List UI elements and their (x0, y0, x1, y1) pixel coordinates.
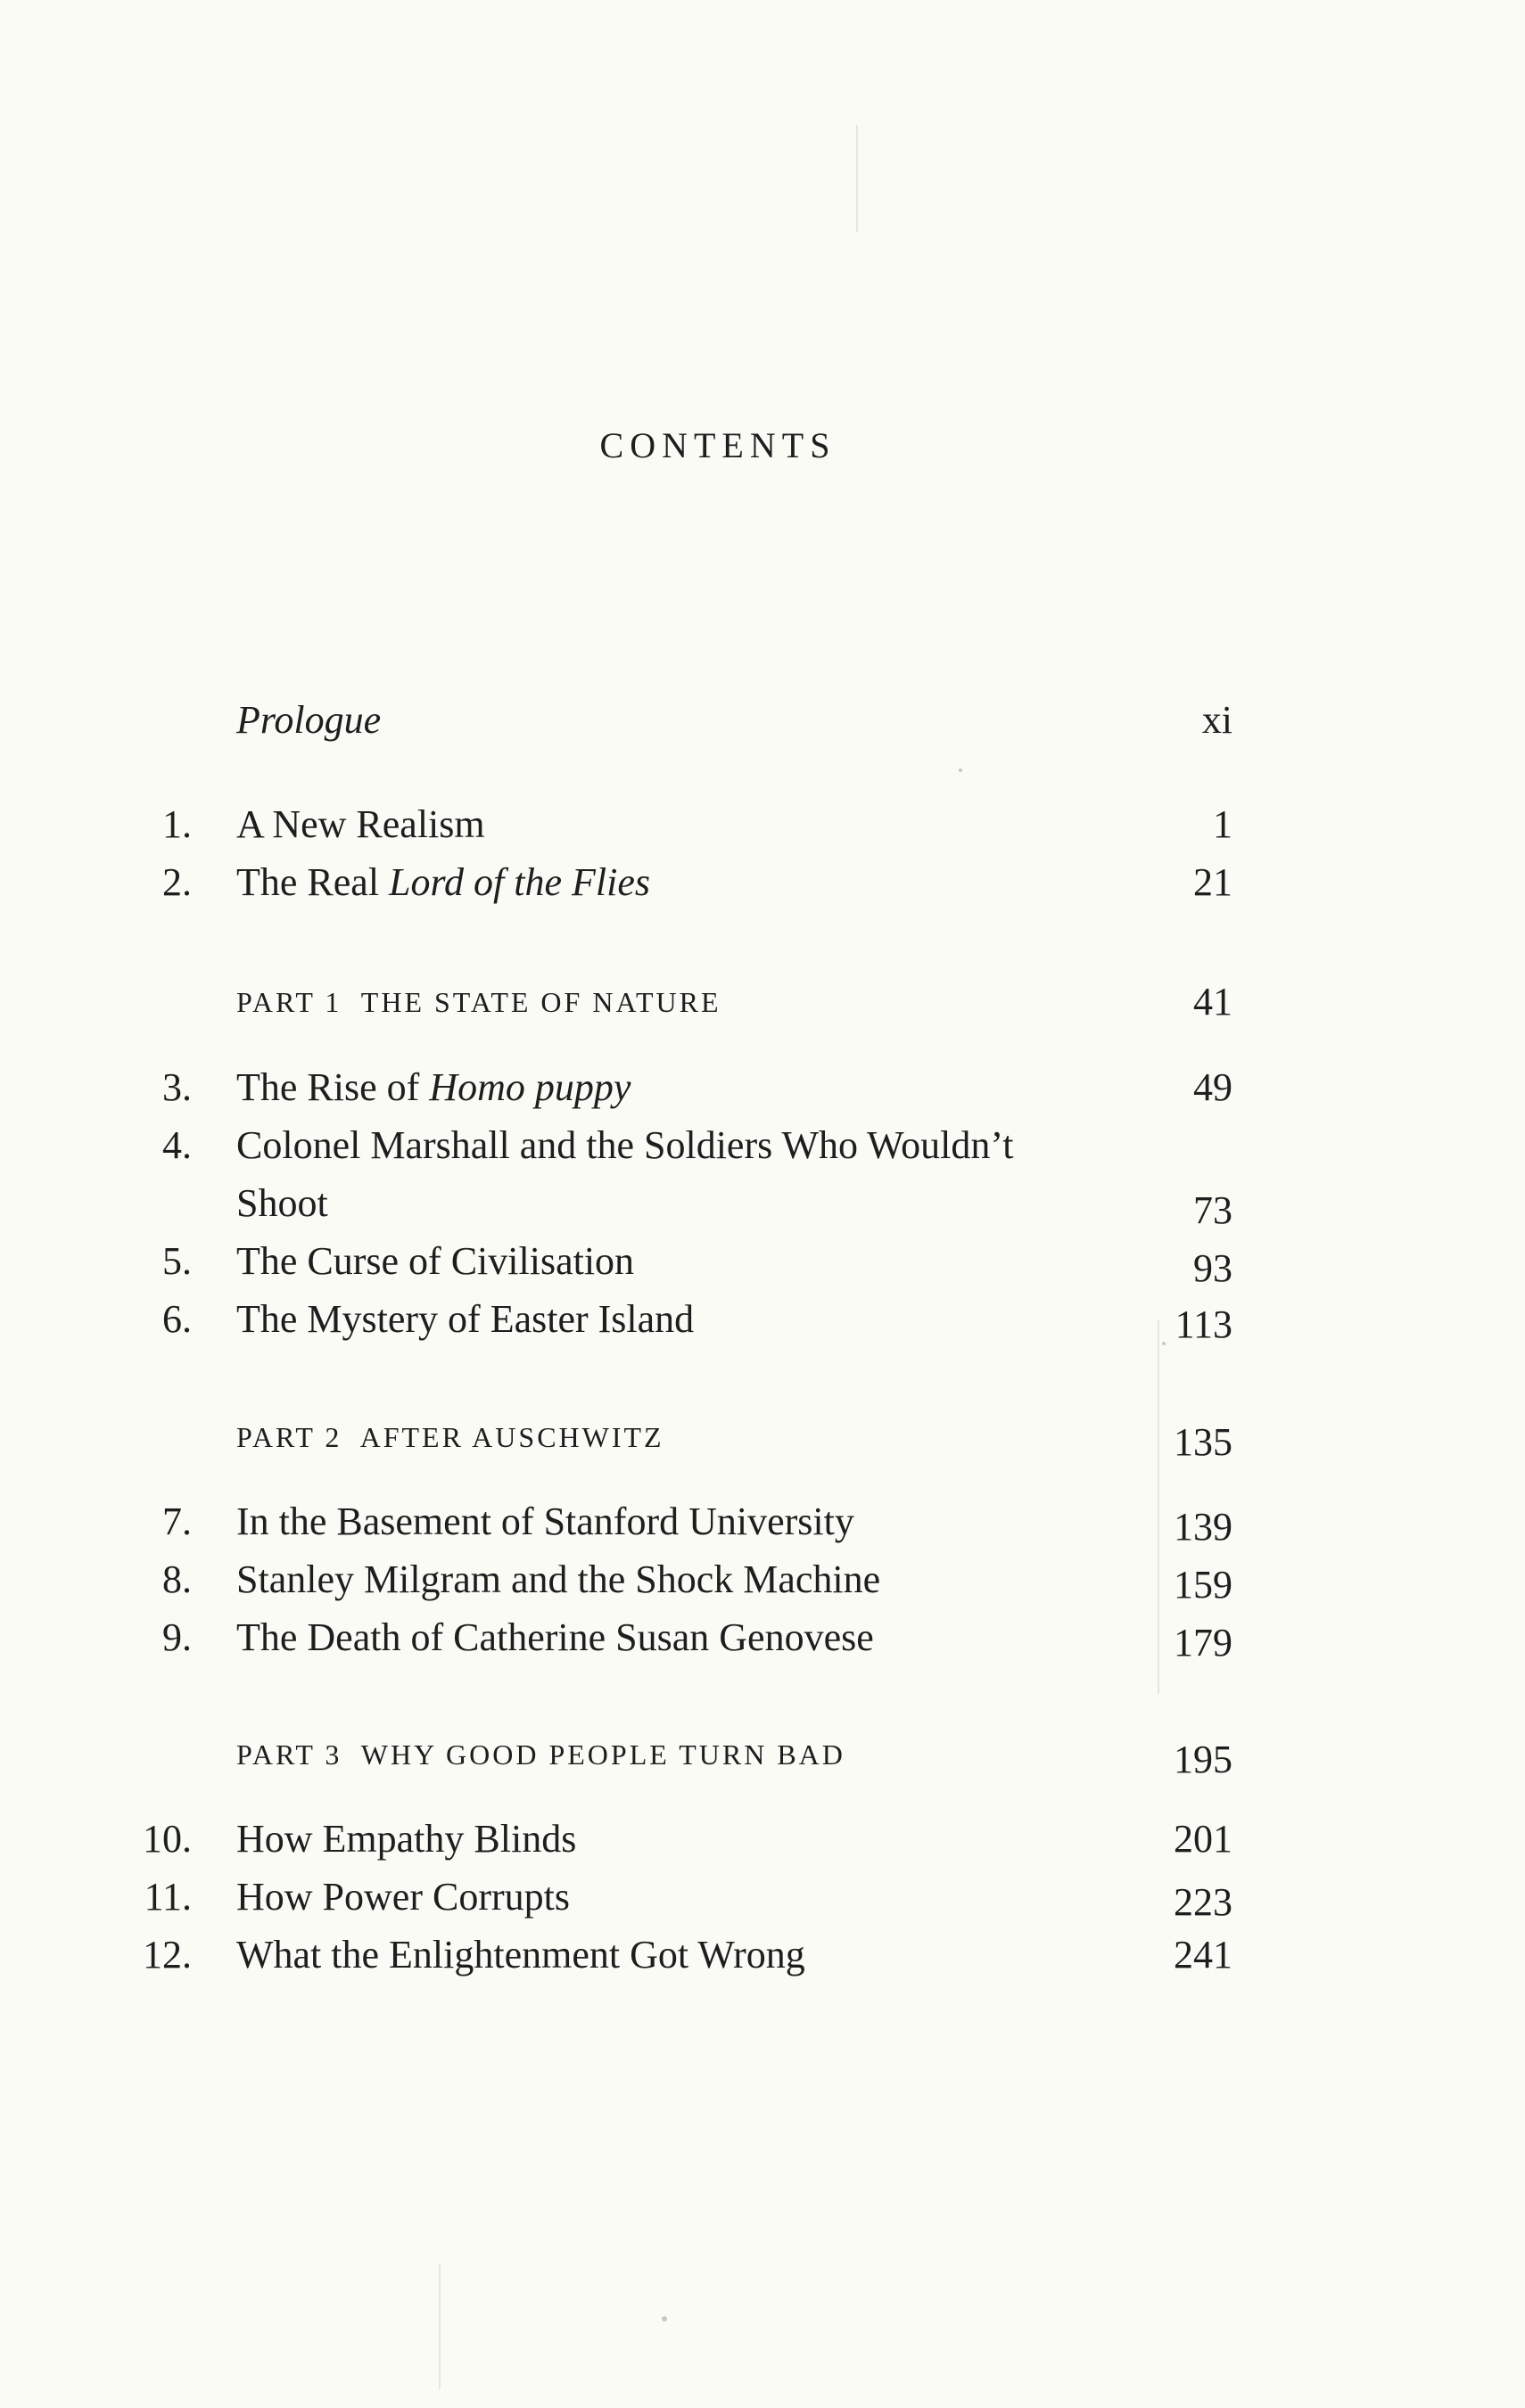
page-title: CONTENTS (599, 425, 837, 465)
toc-entry-chapter-4 (0, 1117, 1525, 1174)
entry-page: 73 (1193, 1188, 1232, 1232)
chapter-number: 4. (162, 1123, 192, 1167)
entry-page: 159 (1174, 1563, 1232, 1607)
toc-entry-chapter-9 (0, 1609, 1525, 1666)
toc-entry-chapter-3 (0, 1059, 1525, 1116)
entry-title-italic: Lord of the Flies (389, 860, 650, 904)
toc-entry-chapter-11 (0, 1869, 1525, 1926)
chapter-number: 11. (144, 1875, 192, 1919)
toc-part-heading-2 (0, 1409, 1525, 1466)
chapter-number: 9. (162, 1615, 192, 1659)
entry-page: 179 (1174, 1621, 1232, 1664)
toc-entry-chapter-8 (0, 1551, 1525, 1608)
chapter-number: 6. (162, 1297, 192, 1341)
toc-part-heading-3 (0, 1726, 1525, 1783)
toc-entry-chapter-6 (0, 1291, 1525, 1348)
entry-page: 241 (1174, 1933, 1232, 1977)
toc-entry-chapter-5 (0, 1233, 1525, 1290)
entry-title-continued: Shoot (236, 1181, 328, 1225)
entry-title: A New Realism (236, 802, 485, 846)
part-heading: PART 2 AFTER AUSCHWITZ (236, 1421, 664, 1453)
entry-page: 201 (1174, 1817, 1232, 1861)
chapter-number: 1. (162, 802, 192, 846)
entry-title: How Empathy Blinds (236, 1817, 577, 1861)
chapter-number: 5. (162, 1239, 192, 1283)
entry-page: 41 (1193, 980, 1232, 1023)
entry-title: Prologue (236, 698, 382, 742)
entry-page: 21 (1193, 860, 1232, 904)
entry-title-plain: The Rise of (236, 1065, 430, 1109)
chapter-number: 8. (162, 1557, 192, 1601)
toc-entry-chapter-2 (0, 854, 1525, 911)
entry-title: Colonel Marshall and the Soldiers Who Wouldn’t (236, 1123, 1014, 1167)
entry-page: 195 (1174, 1738, 1232, 1781)
entry-title (236, 854, 650, 911)
entry-page: xi (1201, 698, 1232, 742)
chapter-number: 2. (162, 860, 192, 904)
chapter-number: 12. (143, 1933, 192, 1977)
toc-entry-chapter-1 (0, 796, 1525, 853)
entry-page: 139 (1174, 1505, 1232, 1549)
chapter-number: 10. (143, 1817, 192, 1861)
toc-entry-chapter-12 (0, 1927, 1525, 1984)
entry-page: 135 (1174, 1420, 1232, 1464)
part-heading: PART 1 THE STATE OF NATURE (236, 986, 721, 1018)
chapter-number: 7. (162, 1500, 192, 1543)
entry-title-italic: Homo puppy (429, 1065, 631, 1109)
chapter-number: 3. (162, 1065, 192, 1109)
entry-title: What the Enlightenment Got Wrong (236, 1933, 805, 1977)
entry-title-plain: The Real (236, 860, 390, 904)
toc-entry-prologue (0, 692, 1525, 749)
entry-title: The Mystery of Easter Island (236, 1297, 695, 1341)
entry-title: How Power Corrupts (236, 1875, 570, 1919)
entry-page: 49 (1193, 1065, 1232, 1109)
part-heading: PART 3 WHY GOOD PEOPLE TURN BAD (236, 1738, 845, 1771)
entry-title: In the Basement of Stanford University (236, 1500, 854, 1543)
entry-page: 93 (1193, 1246, 1232, 1290)
entry-title: The Death of Catherine Susan Genovese (236, 1615, 874, 1659)
entry-page: 1 (1213, 802, 1232, 846)
toc-entry-chapter-7 (0, 1493, 1525, 1550)
entry-page: 223 (1174, 1880, 1232, 1924)
toc-entry-chapter-10 (0, 1811, 1525, 1868)
entry-title: Stanley Milgram and the Shock Machine (236, 1557, 881, 1601)
entry-title (236, 1059, 631, 1116)
entry-page: 113 (1175, 1303, 1232, 1346)
toc-part-heading-1 (0, 974, 1525, 1031)
entry-title: The Curse of Civilisation (236, 1239, 635, 1283)
toc-entry-chapter-4-continued (0, 1175, 1525, 1232)
